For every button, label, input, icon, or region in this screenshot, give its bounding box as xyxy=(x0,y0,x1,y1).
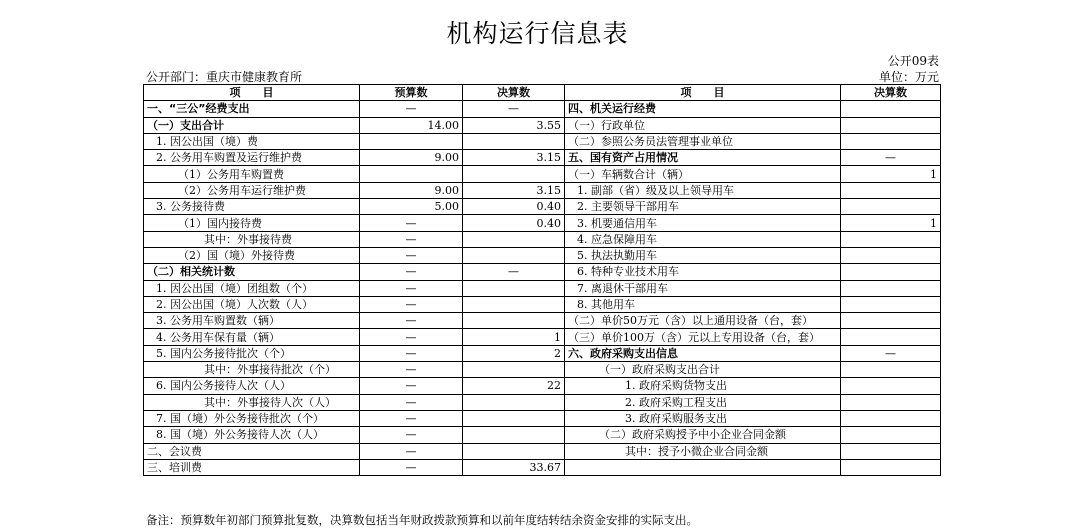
final-right-cell: — xyxy=(841,150,941,166)
item-left-cell: 2. 公务用车购置及运行维护费 xyxy=(144,150,360,166)
table-row xyxy=(144,182,941,198)
final-cell: 1 xyxy=(463,329,565,345)
final-right-cell xyxy=(841,427,941,443)
table-row xyxy=(144,362,941,378)
final-right-cell xyxy=(841,410,941,426)
form-number: 公开09表 xyxy=(887,54,939,68)
table-row xyxy=(144,215,941,231)
table-row xyxy=(144,443,941,459)
item-right-cell: 其中：授予小微企业合同金额 xyxy=(565,443,841,459)
budget-cell: 14.00 xyxy=(360,117,463,133)
item-left-cell: （2）国（境）外接待费 xyxy=(144,247,360,263)
final-cell xyxy=(463,296,565,312)
budget-cell: — xyxy=(360,101,463,117)
item-left-cell: 4. 公务用车保有量（辆） xyxy=(144,329,360,345)
item-right-cell xyxy=(565,459,841,475)
item-right-cell: 2. 主要领导干部用车 xyxy=(565,199,841,215)
budget-cell: — xyxy=(360,378,463,394)
final-right-cell xyxy=(841,329,941,345)
final-cell xyxy=(463,280,565,296)
final-cell: — xyxy=(463,264,565,280)
budget-cell xyxy=(360,166,463,182)
item-left-cell: 三、培训费 xyxy=(144,459,360,475)
item-right-cell: （一）车辆数合计（辆） xyxy=(565,166,841,182)
item-left-cell: 2. 因公出国（境）人次数（人） xyxy=(144,296,360,312)
budget-cell: — xyxy=(360,345,463,361)
item-left-cell: 8. 国（境）外公务接待人次（人） xyxy=(144,427,360,443)
budget-cell: 5.00 xyxy=(360,199,463,215)
budget-cell: — xyxy=(360,443,463,459)
item-right-cell: 3. 政府采购服务支出 xyxy=(565,410,841,426)
final-right-cell xyxy=(841,231,941,247)
item-left-cell: 1. 因公出国（境）团组数（个） xyxy=(144,280,360,296)
item-left-cell: 3. 公务用车购置数（辆） xyxy=(144,313,360,329)
table-row xyxy=(144,231,941,247)
table-row xyxy=(144,133,941,149)
final-cell xyxy=(463,247,565,263)
item-right-cell: 3. 机要通信用车 xyxy=(565,215,841,231)
final-right-cell xyxy=(841,280,941,296)
item-right-cell: 2. 政府采购工程支出 xyxy=(565,394,841,410)
header-final: 决算数 xyxy=(463,85,565,101)
item-left-cell: 6. 国内公务接待人次（人） xyxy=(144,378,360,394)
footnote: 备注：预算数年初部门预算批复数，决算数包括当年财政拨款预算和以前年度结转结余资金安排的实际支出。 xyxy=(146,513,698,527)
final-cell: 0.40 xyxy=(463,215,565,231)
final-cell xyxy=(463,394,565,410)
item-right-cell: 六、政府采购支出信息 xyxy=(565,345,841,361)
final-cell xyxy=(463,362,565,378)
item-right-cell: 四、机关运行经费 xyxy=(565,101,841,117)
item-right-cell: 1. 副部（省）级及以上领导用车 xyxy=(565,182,841,198)
final-right-cell xyxy=(841,117,941,133)
final-cell: 2 xyxy=(463,345,565,361)
item-right-cell: （二）单价50万元（含）以上通用设备（台，套） xyxy=(565,313,841,329)
final-right-cell: — xyxy=(841,345,941,361)
item-left-cell: （二）相关统计数 xyxy=(144,264,360,280)
final-right-cell xyxy=(841,362,941,378)
final-right-cell xyxy=(841,296,941,312)
item-right-cell: 6. 特种专业技术用车 xyxy=(565,264,841,280)
item-left-cell: 3. 公务接待费 xyxy=(144,199,360,215)
item-left-cell: （1）公务用车购置费 xyxy=(144,166,360,182)
item-right-cell: 7. 离退休干部用车 xyxy=(565,280,841,296)
final-right-cell: 1 xyxy=(841,215,941,231)
table-row xyxy=(144,101,941,117)
item-left-cell: 其中：外事接待批次（个） xyxy=(144,362,360,378)
budget-cell: — xyxy=(360,215,463,231)
table-row xyxy=(144,427,941,443)
table-row xyxy=(144,459,941,475)
page-title: 机构运行信息表 xyxy=(446,19,629,48)
final-right-cell: 1 xyxy=(841,166,941,182)
final-right-cell xyxy=(841,247,941,263)
item-right-cell: （一）行政单位 xyxy=(565,117,841,133)
final-cell: 33.67 xyxy=(463,459,565,475)
final-right-cell xyxy=(841,133,941,149)
final-cell xyxy=(463,133,565,149)
item-left-cell: 一、“三公”经费支出 xyxy=(144,101,360,117)
header-item-right: 项 目 xyxy=(565,85,841,101)
final-right-cell xyxy=(841,264,941,280)
table-row xyxy=(144,394,941,410)
budget-cell: — xyxy=(360,247,463,263)
item-right-cell: （一）政府采购支出合计 xyxy=(565,362,841,378)
item-left-cell: 7. 国（境）外公务接待批次（个） xyxy=(144,410,360,426)
item-right-cell: 4. 应急保障用车 xyxy=(565,231,841,247)
budget-cell: — xyxy=(360,362,463,378)
final-cell xyxy=(463,410,565,426)
budget-cell: — xyxy=(360,231,463,247)
info-table xyxy=(143,84,941,476)
item-left-cell: （1）国内接待费 xyxy=(144,215,360,231)
table-row xyxy=(144,247,941,263)
final-cell: 3.15 xyxy=(463,150,565,166)
final-right-cell xyxy=(841,182,941,198)
final-right-cell xyxy=(841,199,941,215)
final-cell: 0.40 xyxy=(463,199,565,215)
final-right-cell xyxy=(841,313,941,329)
final-cell xyxy=(463,166,565,182)
header-item-left: 项 目 xyxy=(144,85,360,101)
header-final-right: 决算数 xyxy=(841,85,941,101)
final-cell xyxy=(463,313,565,329)
table-row xyxy=(144,313,941,329)
table-row xyxy=(144,345,941,361)
item-left-cell: 1. 因公出国（境）费 xyxy=(144,133,360,149)
item-right-cell: 五、国有资产占用情况 xyxy=(565,150,841,166)
budget-cell: — xyxy=(360,264,463,280)
item-left-cell: 二、会议费 xyxy=(144,443,360,459)
item-right-cell: 8. 其他用车 xyxy=(565,296,841,312)
final-cell xyxy=(463,443,565,459)
final-cell: 3.15 xyxy=(463,182,565,198)
department-label: 公开部门：重庆市健康教育所 xyxy=(146,70,303,84)
header-budget: 预算数 xyxy=(360,85,463,101)
item-right-cell: 1. 政府采购货物支出 xyxy=(565,378,841,394)
final-right-cell xyxy=(841,378,941,394)
table-row xyxy=(144,166,941,182)
table-row xyxy=(144,410,941,426)
budget-cell: — xyxy=(360,329,463,345)
item-left-cell: 5. 国内公务接待批次（个） xyxy=(144,345,360,361)
final-cell: 3.55 xyxy=(463,117,565,133)
table-row xyxy=(144,296,941,312)
table-row xyxy=(144,378,941,394)
final-right-cell xyxy=(841,101,941,117)
table-row xyxy=(144,199,941,215)
final-right-cell xyxy=(841,443,941,459)
table-row xyxy=(144,150,941,166)
final-right-cell xyxy=(841,459,941,475)
item-right-cell: （二）政府采购授予中小企业合同金额 xyxy=(565,427,841,443)
budget-cell: — xyxy=(360,280,463,296)
budget-cell: — xyxy=(360,394,463,410)
budget-cell: — xyxy=(360,410,463,426)
table-row xyxy=(144,117,941,133)
table-row xyxy=(144,280,941,296)
table-row xyxy=(144,329,941,345)
budget-cell: 9.00 xyxy=(360,150,463,166)
item-right-cell: 5. 执法执勤用车 xyxy=(565,247,841,263)
final-cell xyxy=(463,231,565,247)
budget-cell: — xyxy=(360,296,463,312)
budget-cell: 9.00 xyxy=(360,182,463,198)
final-cell: 22 xyxy=(463,378,565,394)
final-cell xyxy=(463,427,565,443)
item-right-cell: （二）参照公务员法管理事业单位 xyxy=(565,133,841,149)
budget-cell: — xyxy=(360,313,463,329)
header-row xyxy=(144,85,941,101)
budget-cell xyxy=(360,133,463,149)
budget-cell: — xyxy=(360,459,463,475)
item-left-cell: （2）公务用车运行维护费 xyxy=(144,182,360,198)
unit-label: 单位：万元 xyxy=(878,70,939,84)
item-left-cell: （一）支出合计 xyxy=(144,117,360,133)
item-left-cell: 其中：外事接待费 xyxy=(144,231,360,247)
budget-cell: — xyxy=(360,427,463,443)
item-right-cell: （三）单价100万（含）元以上专用设备（台，套） xyxy=(565,329,841,345)
final-right-cell xyxy=(841,394,941,410)
final-cell: — xyxy=(463,101,565,117)
table-row xyxy=(144,264,941,280)
item-left-cell: 其中：外事接待人次（人） xyxy=(144,394,360,410)
